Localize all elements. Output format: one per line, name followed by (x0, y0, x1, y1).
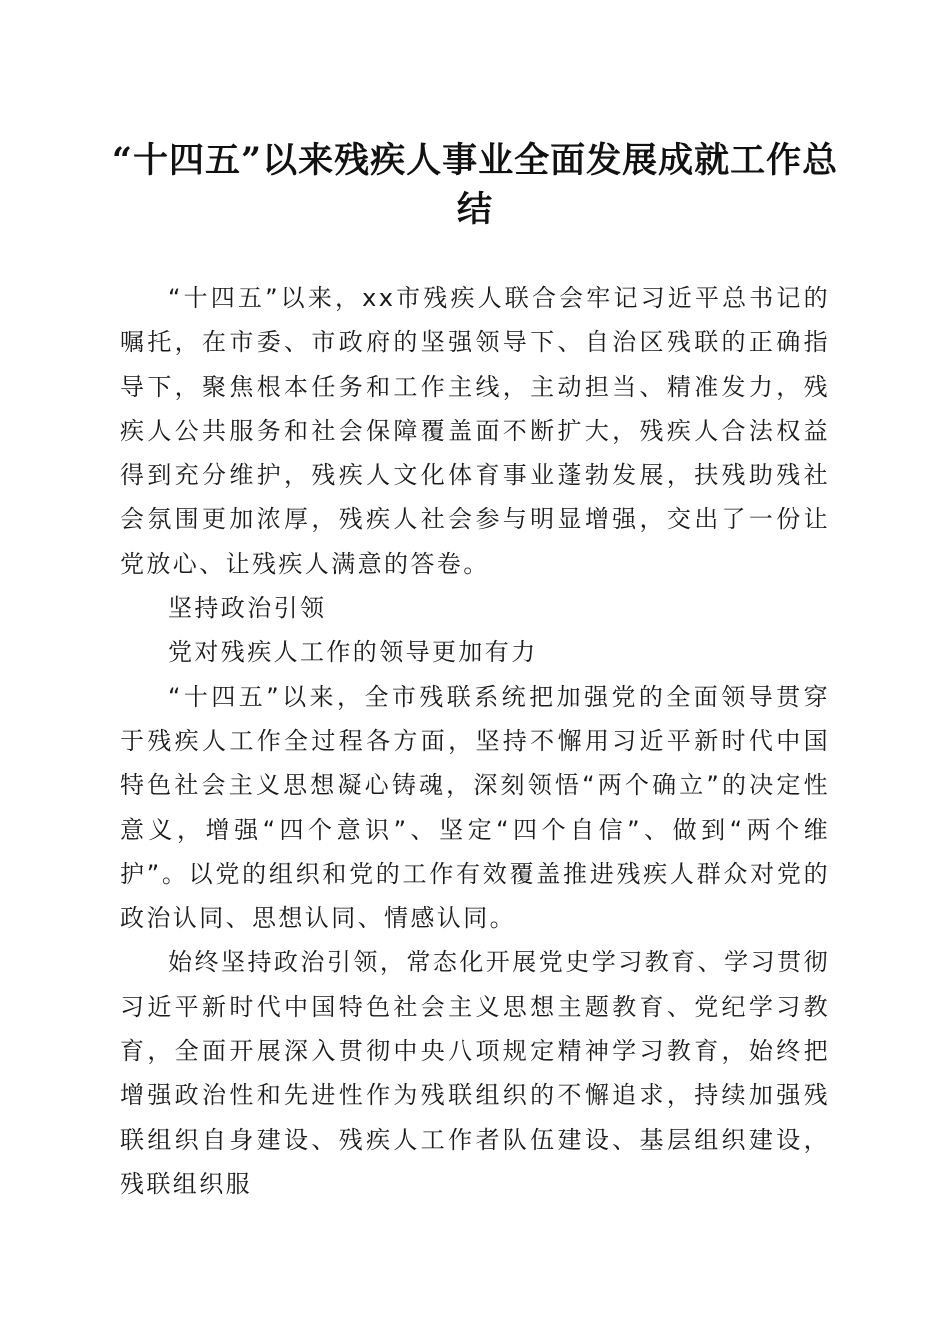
body-paragraph: 始终坚持政治引领，常态化开展党史学习教育、学习贯彻习近平新时代中国特色社会主义思想主题教育、党纪学习教育，全面开展深入贯彻中央八项规定精神学习教育，始终把增强政治性和先进性作为残联组织的不懈追求，持续加强残联组织自身建设、残疾人工作者队伍建设、基层组织建设，残联组织服 (120, 948, 830, 1198)
document-title: “十四五”以来残疾人事业全面发展成就工作总结 (111, 140, 839, 230)
section-subheading: 党对残疾人工作的领导更加有力 (168, 638, 538, 667)
document-body (120, 276, 830, 1206)
body-paragraph: “十四五”以来，全市残联系统把加强党的全面领导贯穿于残疾人工作全过程各方面，坚持不懈用习近平新时代中国特色社会主义思想凝心铸魂，深刻领悟“两个确立”的决定性意义，增强“四个意识”、坚定“四个自信”、做到“两个维护”。以党的组织和党的工作有效覆盖推进残疾人群众对党的政治认同、思想认同、情感认同。 (120, 682, 830, 933)
intro-paragraph: “十四五”以来，xx市残疾人联合会牢记习近平总书记的嘱托，在市委、市政府的坚强领导下、自治区残联的正确指导下，聚焦根本任务和工作主线，主动担当、精准发力，残疾人公共服务和社会保障覆盖面不断扩大，残疾人合法权益得到充分维护，残疾人文化体育事业蓬勃发展，扶残助残社会氛围更加浓厚，残疾人社会参与明显增强，交出了一份让党放心、让残疾人满意的答卷。 (120, 284, 830, 578)
section-heading: 坚持政治引领 (168, 594, 327, 623)
